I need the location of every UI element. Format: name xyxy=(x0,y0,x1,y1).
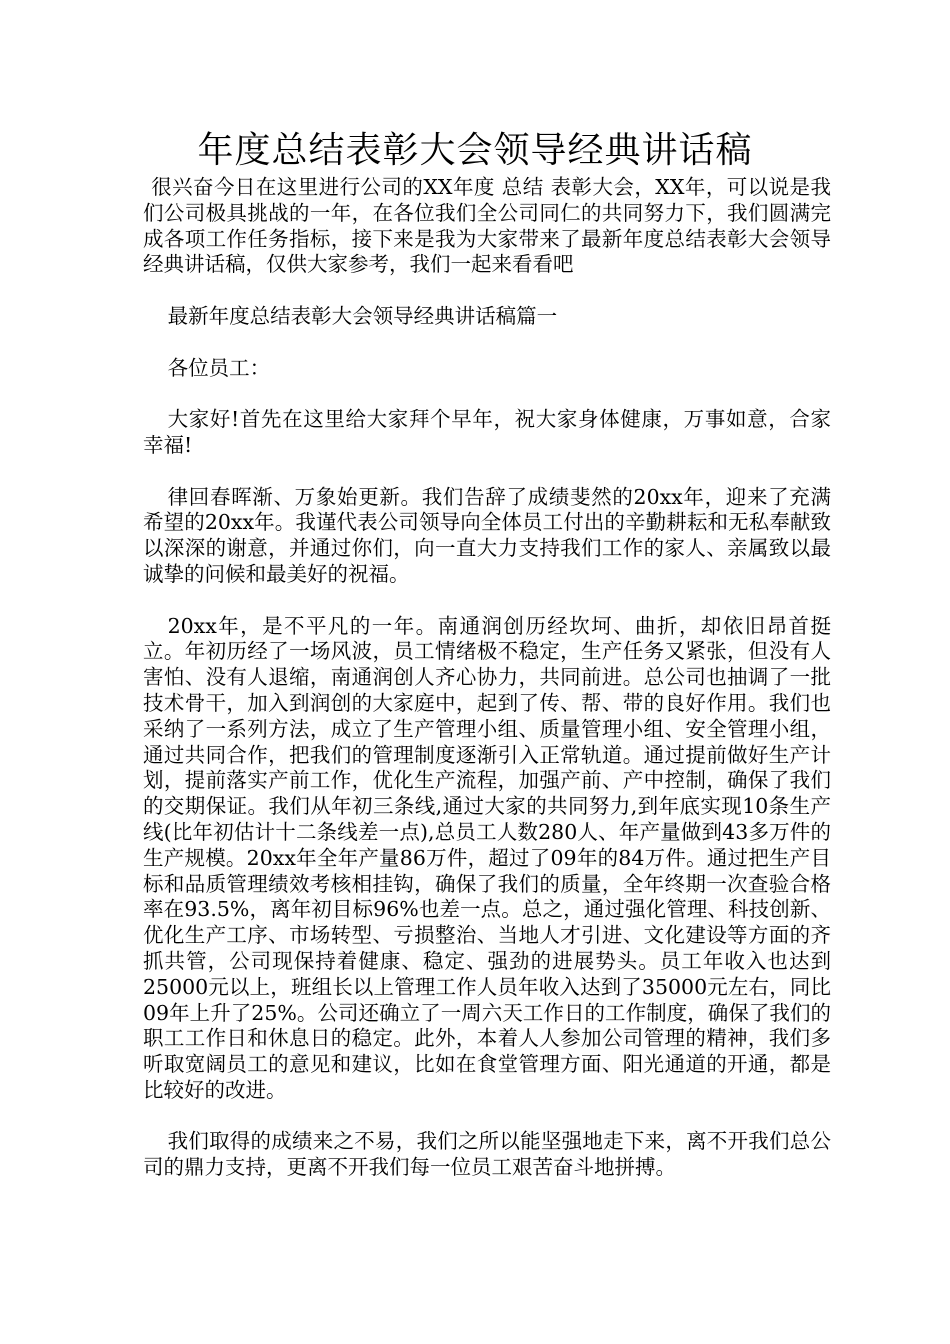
intro-paragraph: 很兴奋今日在这里进行公司的XX年度 总结 表彰大会，XX年，可以说是我们公司极具挑战的一年，在各位我们全公司同仁的共同努力下，我们圆满完成各项工作任务指标，接下来是我为大家带来了最新年度总结表彰大会领导经典讲话稿，仅供大家参考，我们一起来看看吧 xyxy=(143,175,831,277)
body-paragraph: 20xx年，是不平凡的一年。南通润创历经坎坷、曲折，却依旧昂首挺立。年初历经了一场风波，员工情绪极不稳定，生产任务又紧张，但没有人害怕、没有人退缩，南通润创人齐心协力，共同前进。总公司也抽调了一批技术骨干，加入到润创的大家庭中，起到了传、帮、带的良好作用。我们也采纳了一系列方法，成立了生产管理小组、质量管理小组、安全管理小组，通过共同合作，把我们的管理制度逐渐引入正常轨道。通过提前做好生产计划，提前落实产前工作，优化生产流程，加强产前、产中控制，确保了我们的交期保证。我们从年初三条线,通过大家的共同努力,到年底实现10条生产线(比年初估计十二条线差一点),总员工人数280人、年产量做到43多万件的生产规模。20xx年全年产量86万件，超过了09年的84万件。通过把生产目标和品质管理绩效考核相挂钩，确保了我们的质量，全年终期一次查验合格率在93.5%，离年初目标96%也差一点。总之，通过强化管理、科技创新、优化生产工序、市场转型、亏损整治、当地人才引进、文化建设等方面的齐抓共管，公司现保持着健康、稳定、强劲的进展势头。员工年收入也达到25000元以上，班组长以上管理工作人员年收入达到了35000元左右，同比09年上升了25%。公司还确立了一周六天工作日的工作制度，确保了我们的职工工作日和休息日的稳定。此外，本着人人参加公司管理的精神，我们多听取宽阔员工的意见和建议，比如在食堂管理方面、阳光通道的开通，都是比较好的改进。 xyxy=(143,613,831,1102)
document-body xyxy=(143,175,831,1181)
section-heading: 最新年度总结表彰大会领导经典讲话稿篇一 xyxy=(167,303,558,328)
document-title: 年度总结表彰大会领导经典讲话稿 xyxy=(197,130,753,171)
body-paragraph: 律回春晖渐、万象始更新。我们告辞了成绩斐然的20xx年，迎来了充满希望的20xx年。我谨代表公司领导向全体员工付出的辛勤耕耘和无私奉献致以深深的谢意，并通过你们，向一直大力支持我们工作的家人、亲属致以最诚挚的问候和最美好的祝福。 xyxy=(143,484,831,586)
body-paragraph: 我们取得的成绩来之不易，我们之所以能坚强地走下来，离不开我们总公司的鼎力支持，更离不开我们每一位员工艰苦奋斗地拼搏。 xyxy=(143,1129,831,1180)
salutation: 各位员工： xyxy=(167,355,271,380)
greeting-paragraph: 大家好!首先在这里给大家拜个早年，祝大家身体健康，万事如意，合家幸福! xyxy=(143,407,831,457)
